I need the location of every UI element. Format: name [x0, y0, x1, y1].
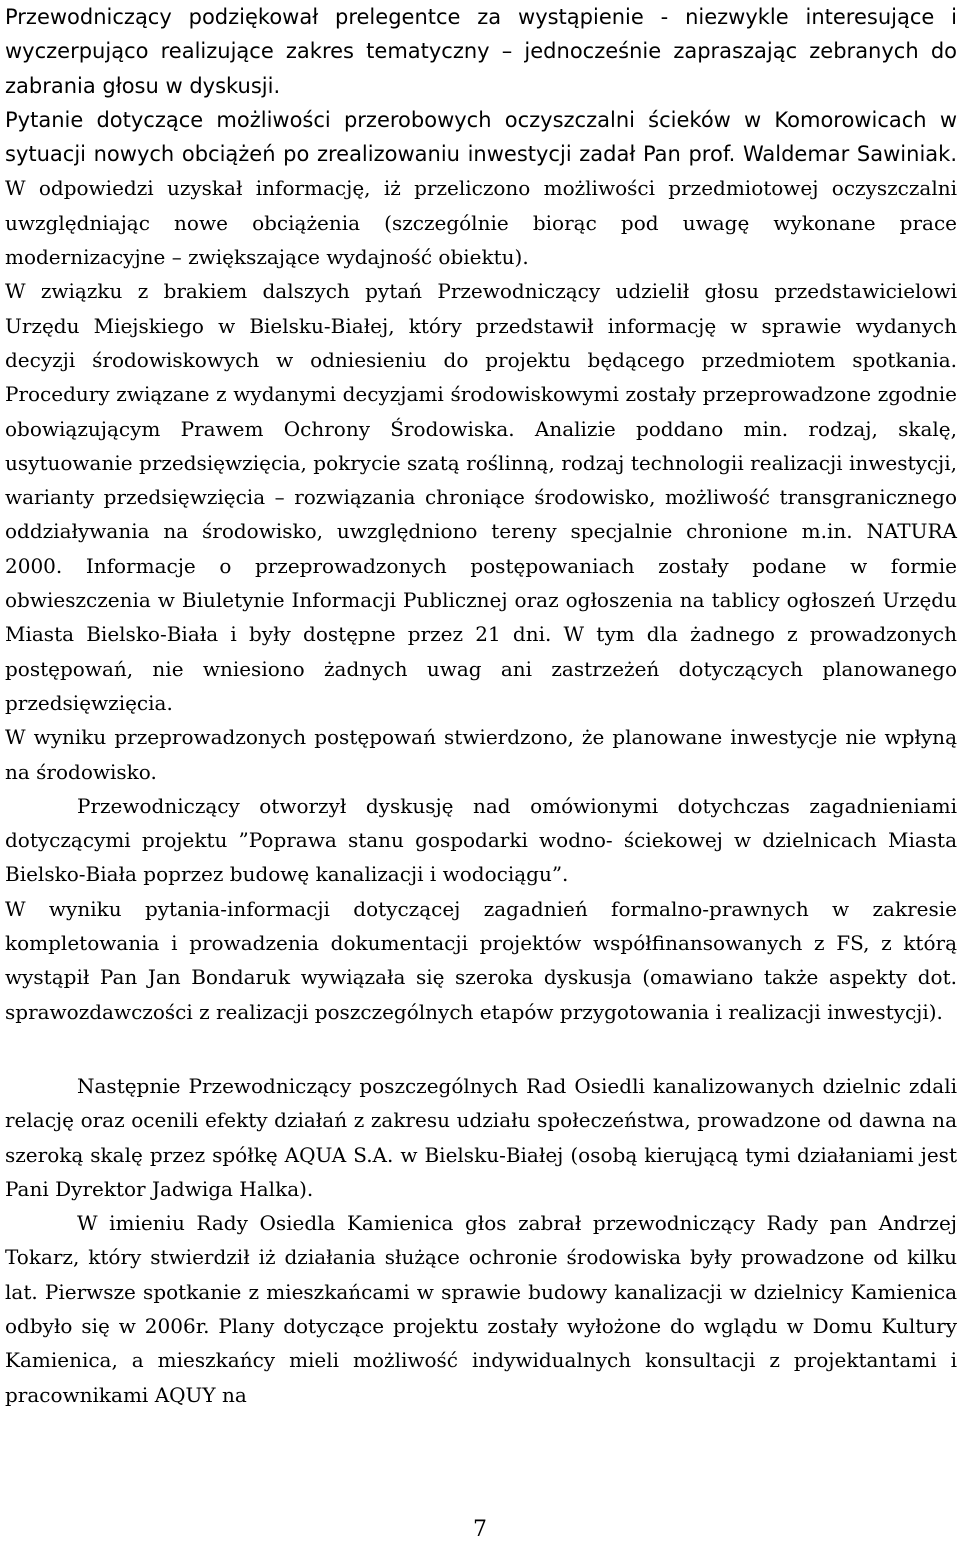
page-number: 7: [473, 1517, 487, 1542]
paragraph-2: [5, 103, 957, 274]
paragraph-gap: [5, 1029, 957, 1069]
paragraph-2-text-serif: W odpowiedzi uzyskał informację, iż przeliczono możliwości przedmiotowej oczyszczalni uwzględniając nowe obciążenia (szczególnie biorąc pod uwagę wykonane prace modernizacyjne – zwiększające wydajność obiektu).: [5, 176, 957, 270]
paragraph-8: W imieniu Rady Osiedla Kamienica głos zabrał przewodniczący Rady pan Andrzej Tokarz, który stwierdził iż działania służące ochronie środowiska były prowadzone od kilku lat. Pierwsze spotkanie z mieszkańcami w sprawie budowy kanalizacji w dzielnicy Kamienica odbyło się w 2006r. Plany dotyczące projektu zostały wyłożone do wglądu w Domu Kultury Kamienica, a mieszkańcy mieli możliwość indywidualnych konsultacji z projektantami i pracownikami AQUY na: [5, 1211, 957, 1407]
paragraph-1-text: Przewodniczący podziękował prelegentce za wystąpienie - niezwykle interesujące i wyczerpująco realizujące zakres tematyczny – jednocześnie zapraszając zebranych do zabrania głosu w dyskusji.: [5, 5, 957, 98]
paragraph-5: Przewodniczący otworzył dyskusję nad omówionymi dotychczas zagadnieniami dotyczącymi projektu ”Poprawa stanu gospodarki wodno- ściekowej w dzielnicach Miasta Bielsko-Biała poprzez budowę kanalizacji i wodociągu”.: [5, 793, 957, 887]
paragraph-1: [5, 0, 957, 103]
paragraph-7: Następnie Przewodniczący poszczególnych Rad Osiedli kanalizowanych dzielnic zdali relację oraz ocenili efekty działań z zakresu udziału społeczeństwa, prowadzone od dawna na szeroką skalę przez spółkę AQUA S.A. w Bielsku-Białej (osobą kierującą tymi działaniami jest Pani Dyrektor Jadwiga Halka).: [5, 1073, 957, 1201]
paragraph-6: W wyniku pytania-informacji dotyczącej zagadnień formalno-prawnych w zakresie kompletowania i prowadzenia dokumentacji projektów współfinansowanych z FS, z którą wystąpił Pan Jan Bondaruk wywiązała się szeroka dyskusja (omawiano także aspekty dot. sprawozdawczości z realizacji poszczególnych etapów przygotowania i realizacji inwestycji).: [5, 896, 957, 1024]
paragraph-3: W związku z brakiem dalszych pytań Przewodniczący udzielił głosu przedstawicielowi Urzędu Miejskiego w Bielsku-Białej, który przedstawił informację w sprawie wydanych decyzji środowiskowych w odniesieniu do projektu będącego przedmiotem spotkania. Procedury związane z wydanymi decyzjami środowiskowymi zostały przeprowadzone zgodnie obowiązującym Prawem Ochrony Środowiska. Analizie poddano min. rodzaj, skalę, usytuowanie przedsięwzięcia, pokrycie szatą roślinną, rodzaj technologii realizacji inwestycji, warianty przedsięwzięcia – rozwiązania chroniące środowisko, możliwość transgranicznego oddziaływania na środowisko, uwzględniono tereny specjalnie chronione m.in. NATURA 2000. Informacje o przeprowadzonych postępowaniach zostały podane w formie obwieszczenia w Biuletynie Informacji Publicznej oraz ogłoszenia na tablicy ogłoszeń Urzędu Miasta Bielsko-Biała i były dostępne przez 21 dni. W tym dla żadnego z prowadzonych postępowań, nie wniesiono żadnych uwag ani zastrzeżeń dotyczących planowanego przedsięwzięcia.: [5, 279, 957, 715]
document-page: [5, 0, 957, 1543]
paragraph-4: W wyniku przeprowadzonych postępowań stwierdzono, że planowane inwestycje nie wpłyną na środowisko.: [5, 725, 957, 784]
paragraph-2-text-sans: Pytanie dotyczące możliwości przerobowych oczyszczalni ścieków w Komorowicach w sytuacji nowych obciążeń po zrealizowaniu inwestycji zadał Pan prof. Waldemar Sawiniak.: [5, 107, 957, 167]
